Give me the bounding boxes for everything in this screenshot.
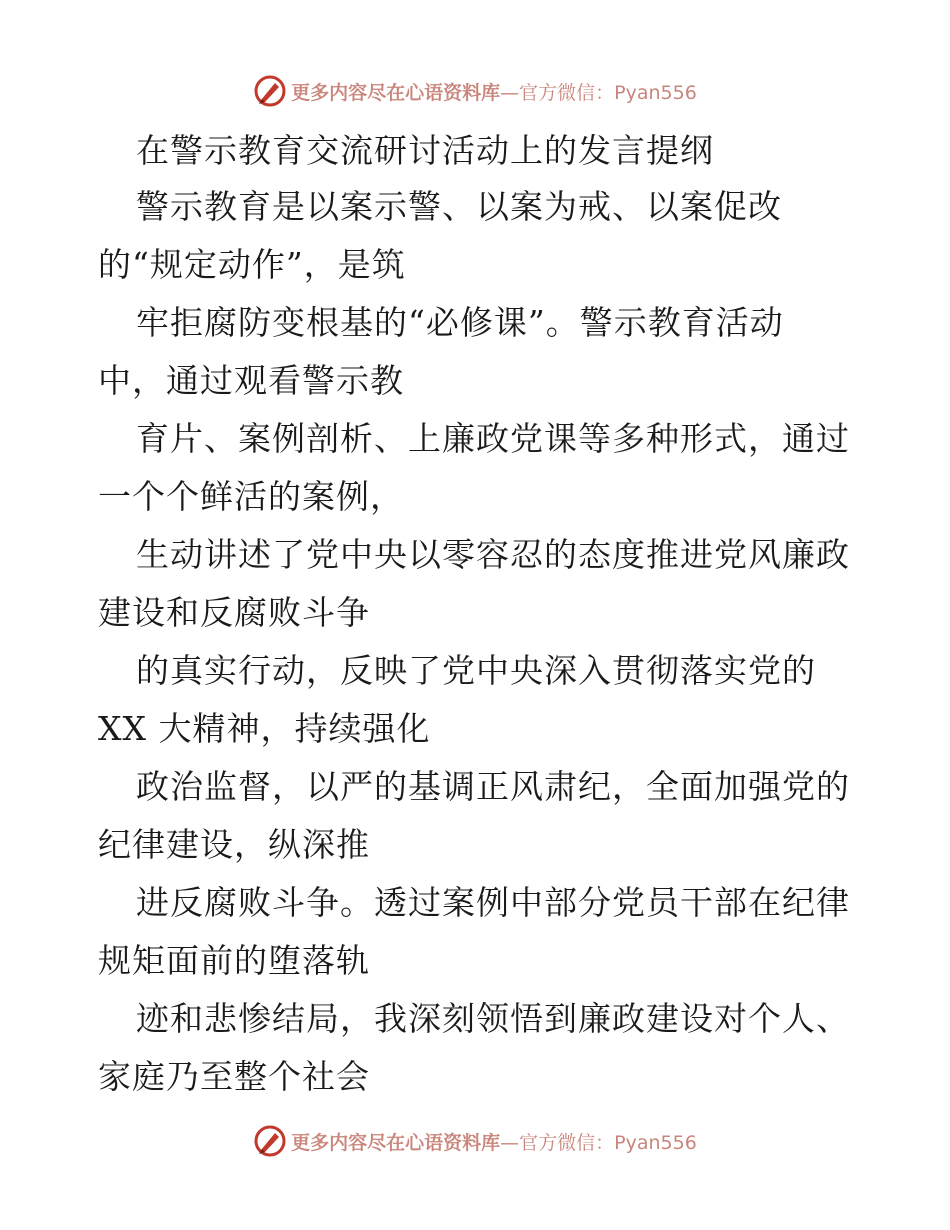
paragraph-line: XX 大精神，持续强化 xyxy=(98,709,431,748)
paragraph-line: 警示教育是以案示警、以案为戒、以案促改 xyxy=(136,187,782,226)
banner-contact-text: —官方微信：Pyan556 xyxy=(500,81,697,104)
pen-logo-icon xyxy=(253,1124,287,1158)
document-title: 在警示教育交流研讨活动上的发言提纲 xyxy=(136,131,714,170)
paragraph-line: 生动讲述了党中央以零容忍的态度推进党风廉政 xyxy=(136,535,850,574)
paragraph-line: 政治监督，以严的基调正风肃纪，全面加强党的 xyxy=(136,767,850,806)
paragraph-line: 的“规定动作”，是筑 xyxy=(98,245,406,284)
paragraph-line: 的真实行动，反映了党中央深入贯彻落实党的 xyxy=(136,651,816,690)
pen-logo-icon xyxy=(253,74,287,108)
paragraph-line: 牢拒腐防变根基的“必修课”。警示教育活动 xyxy=(136,303,784,342)
paragraph-line: 进反腐败斗争。透过案例中部分党员干部在纪律 xyxy=(136,883,850,922)
paragraph-line: 纪律建设，纵深推 xyxy=(98,825,370,864)
banner-contact-text: —官方微信：Pyan556 xyxy=(500,1131,697,1154)
paragraph-line: 家庭乃至整个社会 xyxy=(98,1057,370,1096)
paragraph-line: 一个个鲜活的案例， xyxy=(98,477,404,516)
footer-watermark-banner xyxy=(0,1121,950,1161)
header-watermark-banner xyxy=(0,71,950,111)
paragraph-line: 规矩面前的堕落轨 xyxy=(98,941,370,980)
paragraph-line: 建设和反腐败斗争 xyxy=(98,593,370,632)
banner-site-text: 更多内容尽在心语资料库 xyxy=(291,1131,501,1154)
banner-site-text: 更多内容尽在心语资料库 xyxy=(291,81,501,104)
paragraph-line: 中，通过观看警示教 xyxy=(98,361,404,400)
paragraph-line: 迹和悲惨结局，我深刻领悟到廉政建设对个人、 xyxy=(136,999,850,1038)
paragraph-line: 育片、案例剖析、上廉政党课等多种形式，通过 xyxy=(136,419,850,458)
